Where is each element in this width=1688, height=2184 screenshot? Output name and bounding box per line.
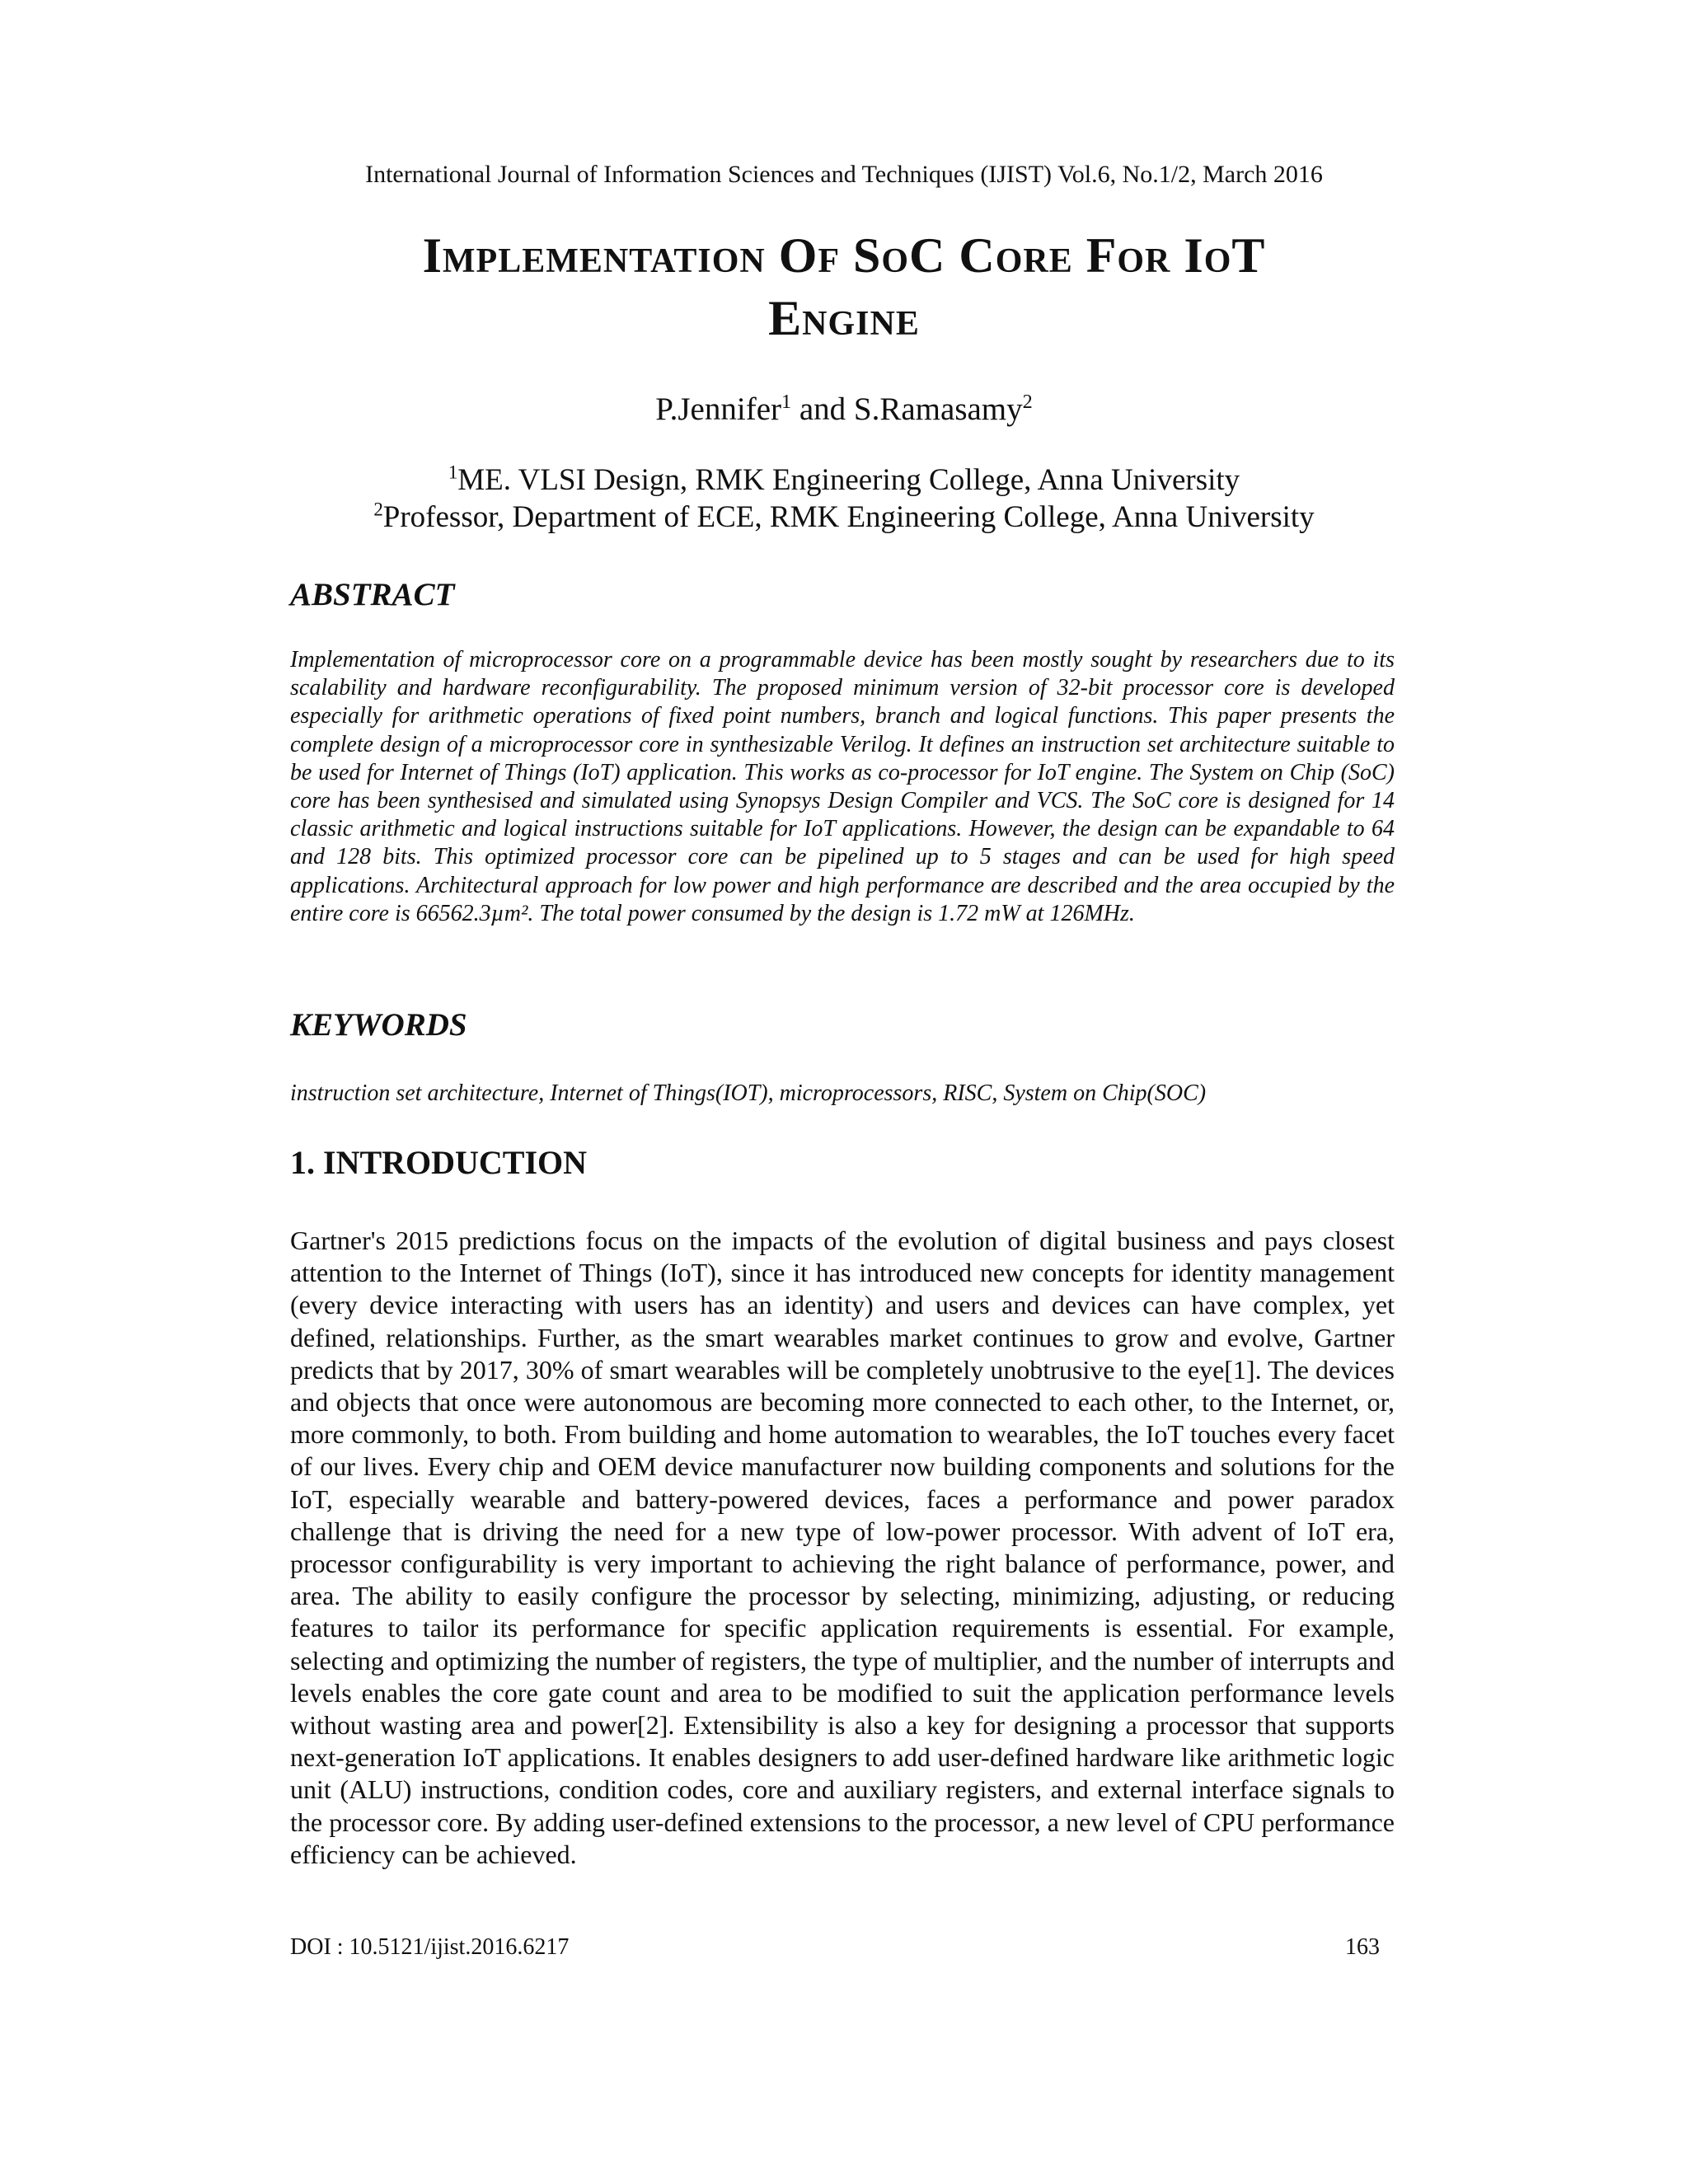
affiliation <box>0 499 1688 536</box>
affiliation-text: Professor, Department of ECE, RMK Engineering College, Anna University <box>382 500 1315 534</box>
paper-title-line-1: Implementation Of SoC Core For IoT <box>422 228 1266 283</box>
paper-title <box>0 224 1688 349</box>
abstract-text: Implementation of microprocessor core on a programmable device has been mostly sought by researchers due to its scalability and hardware reconfigurability. The proposed minimum version of 32-bit processor core is developed especially for arithmetic operations of fixed point numbers, branch and logical functions. This paper presents the complete design of a microprocessor core in synthesizable Verilog. It defines an instruction set architecture suitable to be used for Internet of Things (IoT) application. This works as co-processor for IoT engine. The System on Chip (SoC) core has been synthesised and simulated using Synopsys Design Compiler and VCS. The SoC core is designed for 14 classic arithmetic and logical instructions suitable for IoT applications. However, the design can be expandable to 64 and 128 bits. This optimized processor core can be pipelined up to 5 stages and can be used for high speed applications. Architectural approach for low power and high performance are described and the area occupied by the entire core is 66562.3µm². The total power consumed by the design is 1.72 mW at 126MHz. <box>290 647 1395 926</box>
author-name: S.Ramasamy <box>853 391 1023 427</box>
affiliation-list <box>0 462 1688 536</box>
running-header: International Journal of Information Sciences and Techniques (IJIST) Vol.6, No.1/2, March 2016 <box>365 161 1323 188</box>
keywords-text: instruction set architecture, Internet of Things(IOT), microprocessors, RISC, System on Chip(SOC) <box>290 1080 1207 1106</box>
footer-doi: DOI : 10.5121/ijist.2016.6217 <box>290 1934 570 1960</box>
author-superscript: 1 <box>781 391 792 413</box>
introduction-heading: 1. INTRODUCTION <box>290 1144 588 1181</box>
introduction-text: Gartner's 2015 predictions focus on the impacts of the evolution of digital business and pays closest attention to the Internet of Things (IoT), since it has introduced new concepts for identity management (every device interacting with users has an identity) and users and devices can have complex, yet defined, relationships. Further, as the smart wearables market continues to grow and evolve, Gartner predicts that by 2017, 30% of smart wearables will be completely unobtrusive to the eye[1]. The devices and objects that once were autonomous are becoming more connected to each other, to the Internet, or, more commonly, to both. From building and home automation to wearables, the IoT touches every facet of our lives. Every chip and OEM device manufacturer now building components and solutions for the IoT, especially wearable and battery-powered devices, faces a performance and power paradox challenge that is driving the need for a new type of low-power processor. With advent of IoT era, processor configurability is very important to achieving the right balance of performance, power, and area. The ability to easily configure the processor by selecting, minimizing, adjusting, or reducing features to tailor its performance for specific application requirements is essential. For example, selecting and optimizing the number of registers, the type of multiplier, and the number of interrupts and levels enables the core gate count and area to be modified to suit the application performance levels without wasting area and power[2]. Extensibility is also a key for designing a processor that supports next-generation IoT applications. It enables designers to add user-defined hardware like arithmetic logic unit (ALU) instructions, condition codes, core and auxiliary registers, and external interface signals to the processor core. By adding user-defined extensions to the processor, a new level of CPU performance efficiency can be achieved. <box>290 1226 1395 1869</box>
author-name: P.Jennifer <box>655 391 781 427</box>
paper-title-line-2: Engine <box>768 291 920 345</box>
keywords-heading: KEYWORDS <box>290 1007 467 1043</box>
author-connector: and <box>791 391 854 427</box>
author-list <box>0 389 1688 430</box>
author-superscript: 2 <box>1022 391 1033 413</box>
abstract-heading: ABSTRACT <box>290 577 455 612</box>
affiliation <box>0 462 1688 499</box>
affiliation-superscript: 1 <box>448 462 458 483</box>
affiliation-superscript: 2 <box>373 499 383 520</box>
page-number: 163 <box>1345 1934 1380 1960</box>
affiliation-text: ME. VLSI Design, RMK Engineering College, Anna University <box>457 463 1240 497</box>
